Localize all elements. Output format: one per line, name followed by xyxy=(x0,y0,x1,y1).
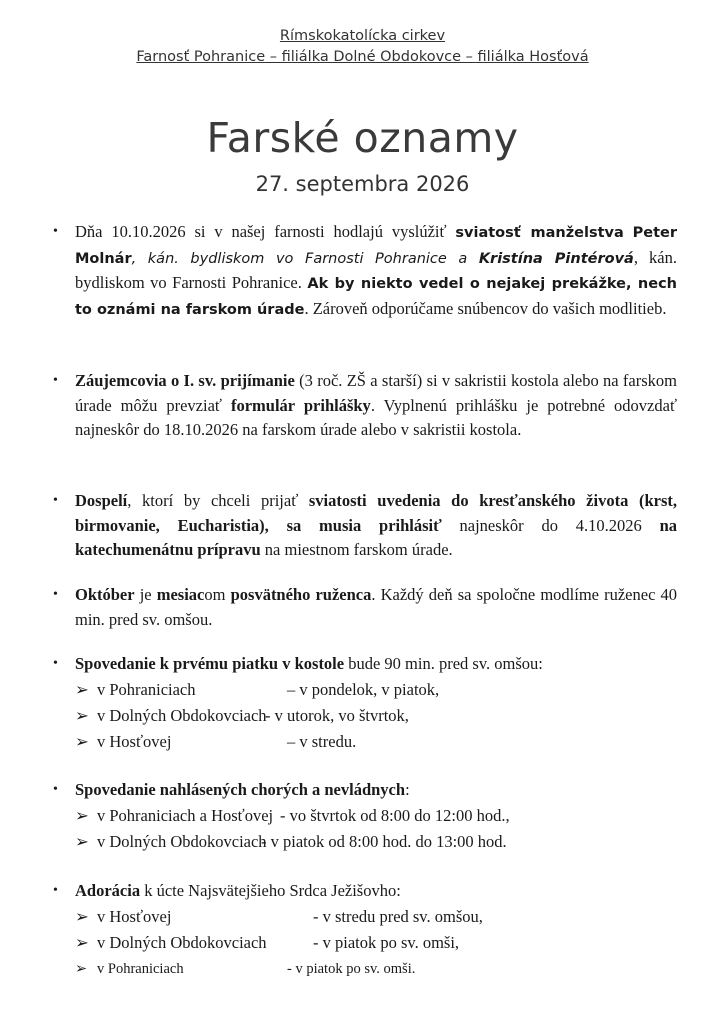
announcement-lead: Spovedanie k prvému piatku v kostole bude 90 min. pred sv. omšou: xyxy=(75,654,543,673)
schedule-row: ➢ v Dolných Obdokovciach - v piatok od 8:00 hod. do 13:00 hod. xyxy=(75,829,677,855)
schedule-row: ➢ v Hosťovej - v stredu pred sv. omšou, xyxy=(75,904,677,930)
church-name: Rímskokatolícka cirkev xyxy=(279,28,446,44)
parish-name: Farnosť Pohranice – filiálka Dolné Obdokovce – filiálka Hosťová xyxy=(136,49,589,65)
announcement-item-marriage xyxy=(53,220,678,322)
announcement-item-first-friday-confession xyxy=(53,652,677,755)
announcement-text: Október je mesiacom posvätného ruženca. Každý deň sa spoločne modlíme ruženec 40 min. pred sv. omšou. xyxy=(75,585,677,629)
announcement-item-sick-confession xyxy=(53,778,677,855)
schedule-row: ➢ v Dolných Obdokovciach - v piatok po sv. omši, xyxy=(75,930,677,956)
announcement-text: Dospelí, ktorí by chceli prijať sviatosti uvedenia do kresťanského života (krst, birmovanie, Eucharistia), sa musia prihlásiť najneskôr do 4.10.2026 na katechumenátnu prípravu na miestnom farskom úrade. xyxy=(75,491,677,559)
schedule-row: ➢ v Pohraniciach a Hosťovej - vo štvrtok od 8:00 do 12:00 hod., xyxy=(75,803,677,829)
announcement-date: 27. septembra 2026 xyxy=(255,172,470,196)
bullet-icon: • xyxy=(53,656,58,671)
bullet-icon: • xyxy=(53,782,58,797)
announcement-text: Záujemcovia o I. sv. prijímanie (3 roč. ZŠ a starší) si v sakristii kostola alebo na farskom úrade môžu prevziať formulár prihlášky. Vyplnenú prihlášku je potrebné odovzdať najneskôr do 18.10.2026 na farskom úrade alebo v sakristii kostola. xyxy=(75,371,678,439)
schedule-row: ➢ v Hosťovej – v stredu. xyxy=(75,729,677,755)
announcement-item-first-communion xyxy=(53,369,678,443)
arrow-right-icon: ➢ xyxy=(75,906,89,926)
announcement-item-adult-sacraments xyxy=(53,489,677,563)
announcement-item-rosary xyxy=(53,583,677,632)
page-title: Farské oznamy xyxy=(206,114,519,162)
bullet-icon: • xyxy=(53,883,58,898)
announcement-lead: Spovedanie nahlásených chorých a nevládnych: xyxy=(75,780,410,799)
announcement-lead: Adorácia k úcte Najsvätejšieho Srdca Ježišovho: xyxy=(75,881,401,900)
bullet-icon: • xyxy=(53,587,58,602)
announcement-item-adoration xyxy=(53,879,677,982)
arrow-right-icon: ➢ xyxy=(75,731,89,751)
arrow-right-icon: ➢ xyxy=(75,679,89,699)
parish-header xyxy=(0,26,725,68)
bullet-icon: • xyxy=(53,224,58,239)
bullet-icon: • xyxy=(53,493,58,508)
schedule-row: ➢ v Pohraniciach - v piatok po sv. omši. xyxy=(75,956,677,982)
bullet-icon: • xyxy=(53,373,58,388)
schedule-row: ➢ v Dolných Obdokovciach - v utorok, vo štvrtok, xyxy=(75,703,677,729)
arrow-right-icon: ➢ xyxy=(75,705,89,725)
arrow-right-icon: ➢ xyxy=(75,805,89,825)
announcement-text: Dňa 10.10.2026 si v našej farnosti hodlajú vyslúžiť sviatosť manželstva Peter Molnár, kán. bydliskom vo Farnosti Pohranice a Kristína Pintérová, kán. bydliskom vo Farnosti Pohranice. Ak by niekto vedel o nejakej prekážke, nech to oznámi na farskom úrade. Zároveň odporúčame snúbencov do vašich modlitieb. xyxy=(75,222,678,318)
arrow-right-icon: ➢ xyxy=(75,932,89,952)
arrow-right-icon: ➢ xyxy=(75,831,89,851)
arrow-right-icon: ➢ xyxy=(75,960,88,977)
schedule-row: ➢ v Pohraniciach – v pondelok, v piatok, xyxy=(75,677,677,703)
